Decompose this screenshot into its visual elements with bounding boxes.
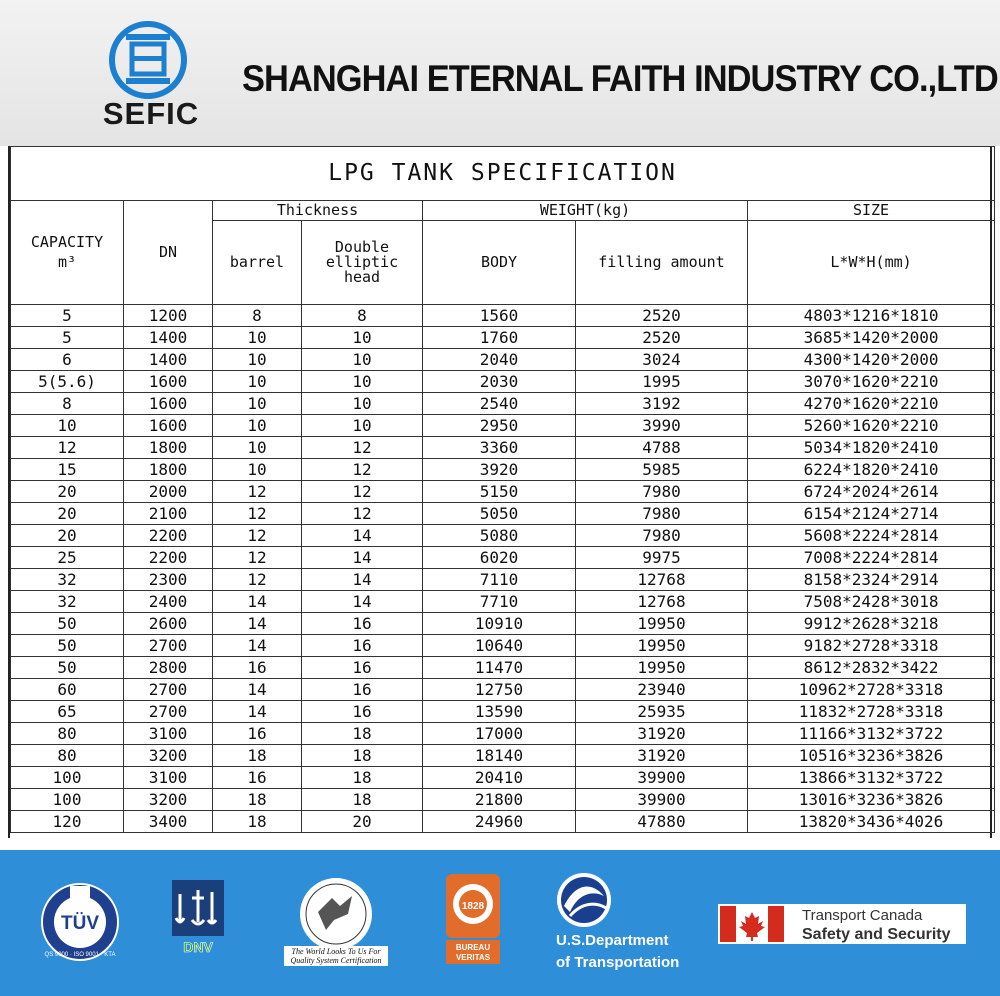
cell-dn: 1600 — [124, 371, 213, 393]
table-row — [11, 503, 995, 525]
cell-dn: 2700 — [124, 679, 213, 701]
cell-barrel: 10 — [213, 393, 302, 415]
cell-filling: 3192 — [576, 393, 748, 415]
table-row — [11, 415, 995, 437]
cell-barrel: 10 — [213, 415, 302, 437]
cell-capacity: 50 — [11, 613, 124, 635]
cell-dn: 2600 — [124, 613, 213, 635]
cell-head: 16 — [302, 613, 423, 635]
cell-capacity: 20 — [11, 525, 124, 547]
cell-head: 14 — [302, 591, 423, 613]
cell-dn: 1400 — [124, 349, 213, 371]
cell-head: 10 — [302, 327, 423, 349]
cell-filling: 31920 — [576, 723, 748, 745]
cell-filling: 31920 — [576, 745, 748, 767]
cell-barrel: 12 — [213, 503, 302, 525]
cell-filling: 12768 — [576, 569, 748, 591]
cell-capacity: 120 — [11, 811, 124, 833]
tc-line-1: Transport Canada — [802, 907, 923, 924]
cell-head: 14 — [302, 569, 423, 591]
cell-capacity: 32 — [11, 591, 124, 613]
cell-head: 10 — [302, 415, 423, 437]
tuv-label: TÜV — [61, 913, 99, 934]
cell-head: 14 — [302, 525, 423, 547]
table-row — [11, 371, 995, 393]
table-row — [11, 679, 995, 701]
cell-filling: 23940 — [576, 679, 748, 701]
cell-head: 12 — [302, 503, 423, 525]
bv-label-bottom: VERITAS — [455, 953, 491, 962]
cell-body: 5150 — [423, 481, 576, 503]
cell-head: 18 — [302, 789, 423, 811]
header-double-elliptic-head: Double elliptic head — [302, 221, 423, 305]
table-row — [11, 811, 995, 833]
dot-line-2: of Transportation — [556, 953, 680, 971]
cell-barrel: 12 — [213, 481, 302, 503]
cell-barrel: 14 — [213, 635, 302, 657]
cell-filling: 19950 — [576, 613, 748, 635]
header-dn: DN — [124, 201, 213, 305]
cell-size: 8612*2832*3422 — [748, 657, 995, 679]
table-row — [11, 437, 995, 459]
cell-filling: 7980 — [576, 481, 748, 503]
abs-caption: The World Looks To Us For Quality System Certification — [284, 946, 388, 966]
cell-body: 12750 — [423, 679, 576, 701]
cell-body: 24960 — [423, 811, 576, 833]
cell-dn: 2200 — [124, 525, 213, 547]
cell-body: 6020 — [423, 547, 576, 569]
cell-size: 11166*3132*3722 — [748, 723, 995, 745]
cell-barrel: 12 — [213, 569, 302, 591]
us-dot-icon — [556, 872, 612, 928]
cell-capacity: 100 — [11, 789, 124, 811]
cell-size: 4300*1420*2000 — [748, 349, 995, 371]
cell-head: 12 — [302, 481, 423, 503]
cell-size: 5260*1620*2210 — [748, 415, 995, 437]
certification-footer — [0, 850, 1000, 996]
cell-filling: 7980 — [576, 503, 748, 525]
cell-body: 17000 — [423, 723, 576, 745]
table-row — [11, 459, 995, 481]
table-row — [11, 481, 995, 503]
cell-barrel: 10 — [213, 459, 302, 481]
cell-body: 20410 — [423, 767, 576, 789]
header-thickness: Thickness — [213, 201, 423, 221]
cell-size: 4803*1216*1810 — [748, 305, 995, 327]
cell-barrel: 14 — [213, 701, 302, 723]
cell-size: 6224*1820*2410 — [748, 459, 995, 481]
cell-body: 13590 — [423, 701, 576, 723]
tuv-ring-text: QS 9000 · ISO 9001 · KTA — [44, 952, 116, 958]
cell-body: 2950 — [423, 415, 576, 437]
header-filling-amount: filling amount — [576, 221, 748, 305]
cell-size: 11832*2728*3318 — [748, 701, 995, 723]
canada-flag-icon — [720, 906, 784, 942]
header-capacity: CAPACITY m³ — [11, 201, 124, 305]
cell-dn: 2000 — [124, 481, 213, 503]
cell-capacity: 80 — [11, 745, 124, 767]
cell-head: 20 — [302, 811, 423, 833]
cell-body: 2540 — [423, 393, 576, 415]
table-row — [11, 767, 995, 789]
cell-dn: 3100 — [124, 767, 213, 789]
cell-barrel: 12 — [213, 525, 302, 547]
cell-head: 16 — [302, 679, 423, 701]
cell-barrel: 10 — [213, 437, 302, 459]
cell-dn: 1600 — [124, 415, 213, 437]
cell-body: 1560 — [423, 305, 576, 327]
table-row — [11, 569, 995, 591]
cell-dn: 2700 — [124, 701, 213, 723]
cell-body: 3920 — [423, 459, 576, 481]
cell-barrel: 18 — [213, 745, 302, 767]
spec-table-body — [11, 305, 995, 833]
cell-capacity: 100 — [11, 767, 124, 789]
cell-body: 7110 — [423, 569, 576, 591]
cell-filling: 39900 — [576, 789, 748, 811]
table-row — [11, 349, 995, 371]
cell-capacity: 15 — [11, 459, 124, 481]
cell-barrel: 10 — [213, 349, 302, 371]
table-title: LPG TANK SPECIFICATION — [11, 147, 995, 201]
tc-line-2: Safety and Security — [802, 926, 951, 943]
cell-filling: 19950 — [576, 635, 748, 657]
cell-dn: 3400 — [124, 811, 213, 833]
cell-capacity: 5 — [11, 327, 124, 349]
cell-body: 5050 — [423, 503, 576, 525]
cell-dn: 2100 — [124, 503, 213, 525]
table-row — [11, 525, 995, 547]
transport-canada-text — [802, 907, 951, 944]
cell-body: 5080 — [423, 525, 576, 547]
cell-size: 13820*3436*4026 — [748, 811, 995, 833]
cell-capacity: 5(5.6) — [11, 371, 124, 393]
cell-capacity: 10 — [11, 415, 124, 437]
spec-table-container — [8, 146, 992, 838]
cell-size: 10962*2728*3318 — [748, 679, 995, 701]
cell-barrel: 10 — [213, 371, 302, 393]
cell-size: 6724*2024*2614 — [748, 481, 995, 503]
cell-filling: 47880 — [576, 811, 748, 833]
table-row — [11, 393, 995, 415]
cell-capacity: 80 — [11, 723, 124, 745]
cell-size: 13016*3236*3826 — [748, 789, 995, 811]
cell-size: 7508*2428*3018 — [748, 591, 995, 613]
cell-head: 16 — [302, 701, 423, 723]
transport-canada-badge — [718, 904, 966, 944]
cell-size: 8158*2324*2914 — [748, 569, 995, 591]
cell-filling: 4788 — [576, 437, 748, 459]
header-dimensions: L*W*H(mm) — [748, 221, 995, 305]
table-row — [11, 723, 995, 745]
cell-capacity: 8 — [11, 393, 124, 415]
cell-dn: 2700 — [124, 635, 213, 657]
cell-barrel: 16 — [213, 767, 302, 789]
cell-body: 10640 — [423, 635, 576, 657]
cell-body: 10910 — [423, 613, 576, 635]
cell-head: 18 — [302, 745, 423, 767]
logo-text: SEFIC — [102, 96, 200, 131]
cell-head: 16 — [302, 657, 423, 679]
cell-dn: 1800 — [124, 459, 213, 481]
cell-head: 10 — [302, 393, 423, 415]
bv-label-top: BUREAU — [455, 943, 491, 952]
cell-capacity: 12 — [11, 437, 124, 459]
cell-dn: 1600 — [124, 393, 213, 415]
cell-size: 4270*1620*2210 — [748, 393, 995, 415]
cell-filling: 5985 — [576, 459, 748, 481]
cell-barrel: 8 — [213, 305, 302, 327]
cell-body: 21800 — [423, 789, 576, 811]
cell-capacity: 32 — [11, 569, 124, 591]
cell-head: 18 — [302, 723, 423, 745]
table-row — [11, 327, 995, 349]
cell-dn: 2800 — [124, 657, 213, 679]
cell-body: 1760 — [423, 327, 576, 349]
header-size: SIZE — [748, 201, 995, 221]
cell-filling: 2520 — [576, 327, 748, 349]
dnv-certification-icon — [172, 880, 224, 956]
cell-size: 13866*3132*3722 — [748, 767, 995, 789]
cell-barrel: 14 — [213, 679, 302, 701]
table-row — [11, 657, 995, 679]
header-body: BODY — [423, 221, 576, 305]
cell-capacity: 6 — [11, 349, 124, 371]
header-barrel: barrel — [213, 221, 302, 305]
cell-barrel: 18 — [213, 789, 302, 811]
cell-filling: 1995 — [576, 371, 748, 393]
cell-dn: 2400 — [124, 591, 213, 613]
cell-head: 8 — [302, 305, 423, 327]
header — [0, 0, 1000, 146]
cell-barrel: 10 — [213, 327, 302, 349]
cell-dn: 3200 — [124, 789, 213, 811]
table-row — [11, 635, 995, 657]
cell-size: 9182*2728*3318 — [748, 635, 995, 657]
cell-size: 5608*2224*2814 — [748, 525, 995, 547]
cell-capacity: 65 — [11, 701, 124, 723]
cell-body: 7710 — [423, 591, 576, 613]
cell-body: 2040 — [423, 349, 576, 371]
cell-body: 11470 — [423, 657, 576, 679]
cell-body: 18140 — [423, 745, 576, 767]
cell-capacity: 50 — [11, 635, 124, 657]
cell-filling: 12768 — [576, 591, 748, 613]
sefic-logo-icon — [108, 20, 188, 100]
cell-size: 5034*1820*2410 — [748, 437, 995, 459]
table-row — [11, 547, 995, 569]
cell-filling: 7980 — [576, 525, 748, 547]
cell-head: 12 — [302, 459, 423, 481]
cell-filling: 3024 — [576, 349, 748, 371]
cell-barrel: 12 — [213, 547, 302, 569]
cell-size: 9912*2628*3218 — [748, 613, 995, 635]
cell-size: 3070*1620*2210 — [748, 371, 995, 393]
cell-filling: 3990 — [576, 415, 748, 437]
cell-body: 2030 — [423, 371, 576, 393]
tuv-certification-icon — [40, 882, 120, 962]
cell-size: 3685*1420*2000 — [748, 327, 995, 349]
table-row — [11, 789, 995, 811]
header-weight: WEIGHT(kg) — [423, 201, 748, 221]
cell-capacity: 20 — [11, 481, 124, 503]
cell-capacity: 5 — [11, 305, 124, 327]
svg-text:1828: 1828 — [461, 901, 485, 912]
cell-head: 10 — [302, 349, 423, 371]
table-row — [11, 305, 995, 327]
table-row — [11, 613, 995, 635]
cell-filling: 9975 — [576, 547, 748, 569]
bureau-veritas-icon — [446, 874, 500, 964]
cell-head: 18 — [302, 767, 423, 789]
dot-line-1: U.S.Department — [556, 932, 669, 949]
table-row — [11, 701, 995, 723]
cell-capacity: 50 — [11, 657, 124, 679]
company-name: SHANGHAI ETERNAL FAITH INDUSTRY CO.,LTD — [242, 58, 998, 99]
cell-size: 10516*3236*3826 — [748, 745, 995, 767]
cell-barrel: 16 — [213, 723, 302, 745]
cell-body: 3360 — [423, 437, 576, 459]
cell-barrel: 14 — [213, 591, 302, 613]
cell-dn: 1400 — [124, 327, 213, 349]
cell-barrel: 18 — [213, 811, 302, 833]
cell-filling: 25935 — [576, 701, 748, 723]
cell-capacity: 25 — [11, 547, 124, 569]
cell-head: 14 — [302, 547, 423, 569]
cell-dn: 3200 — [124, 745, 213, 767]
cell-size: 7008*2224*2814 — [748, 547, 995, 569]
cell-dn: 2200 — [124, 547, 213, 569]
cell-dn: 1200 — [124, 305, 213, 327]
cell-capacity: 60 — [11, 679, 124, 701]
cell-head: 12 — [302, 437, 423, 459]
spec-table — [10, 146, 995, 833]
cell-filling: 19950 — [576, 657, 748, 679]
table-row — [11, 591, 995, 613]
cell-filling: 39900 — [576, 767, 748, 789]
cell-head: 10 — [302, 371, 423, 393]
cell-barrel: 14 — [213, 613, 302, 635]
cell-capacity: 20 — [11, 503, 124, 525]
cell-barrel: 16 — [213, 657, 302, 679]
cell-filling: 2520 — [576, 305, 748, 327]
cell-dn: 2300 — [124, 569, 213, 591]
cell-head: 16 — [302, 635, 423, 657]
cell-dn: 3100 — [124, 723, 213, 745]
cell-size: 6154*2124*2714 — [748, 503, 995, 525]
dnv-label: DNV — [183, 939, 213, 955]
cell-dn: 1800 — [124, 437, 213, 459]
table-row — [11, 745, 995, 767]
us-dot-text — [556, 930, 679, 974]
